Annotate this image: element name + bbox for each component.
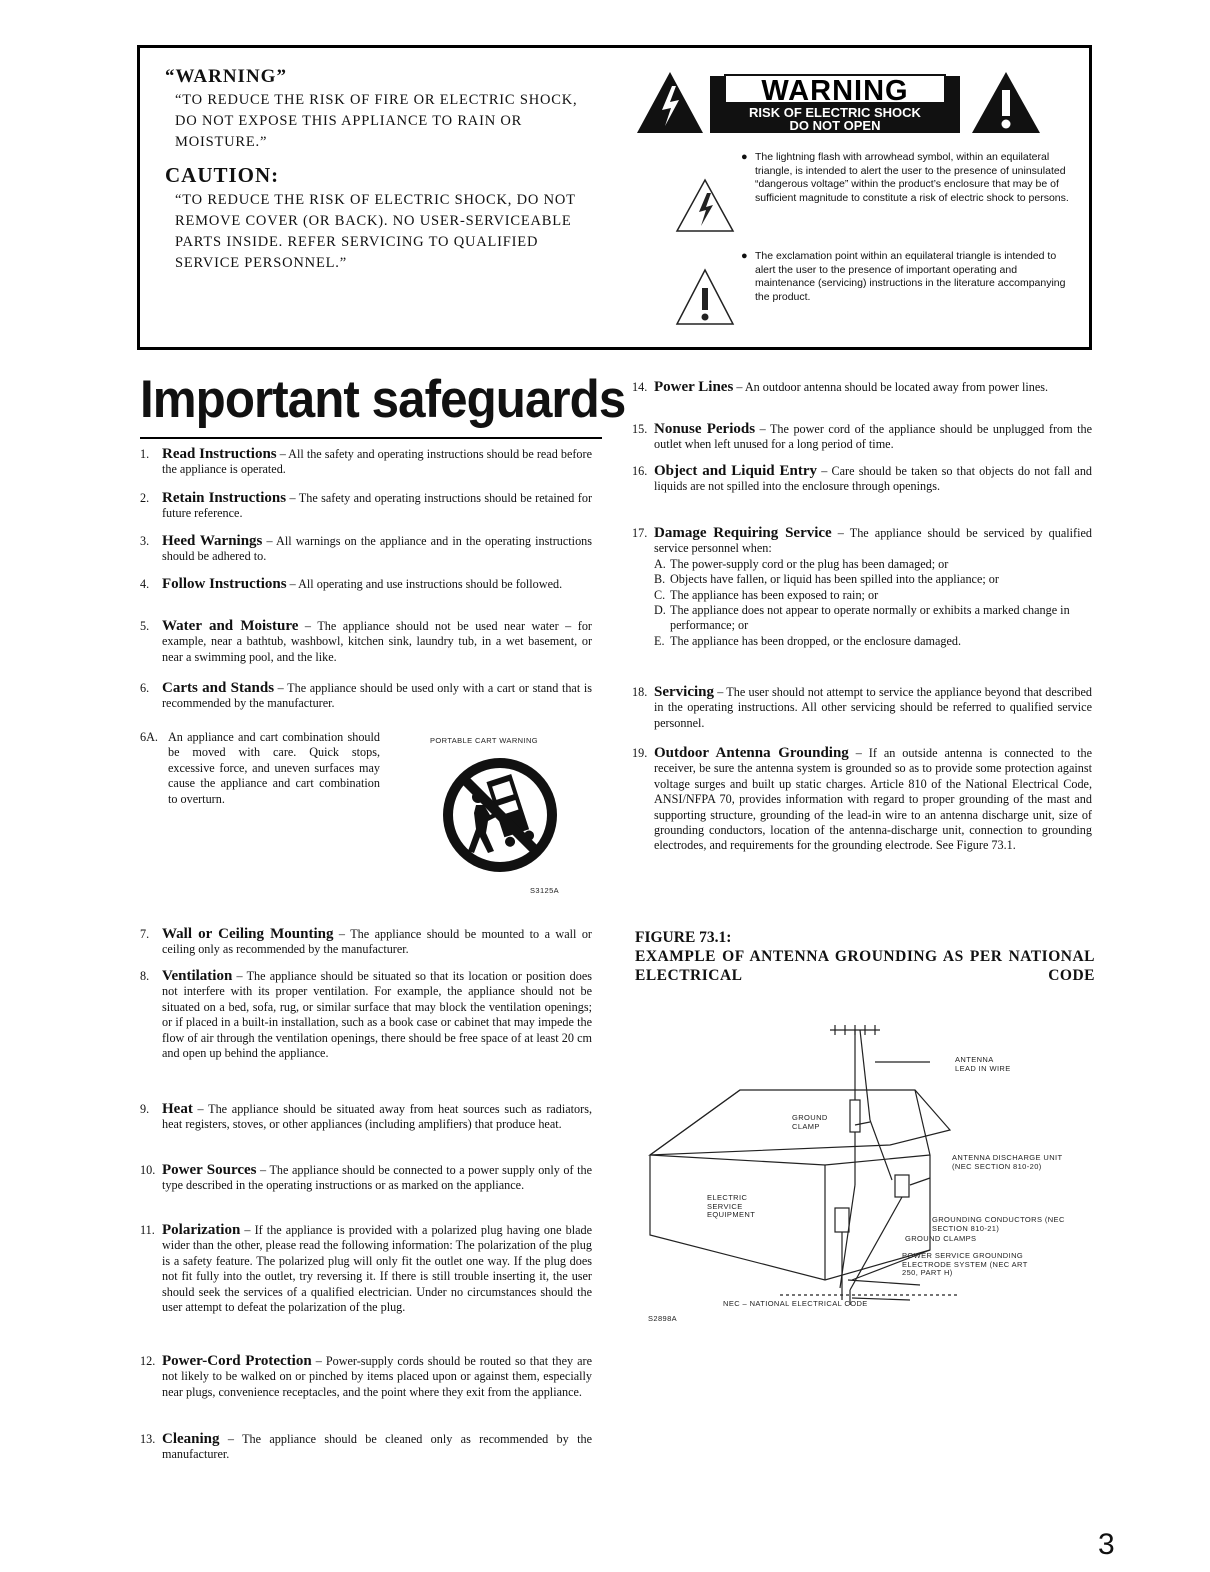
label-nec: NEC – NATIONAL ELECTRICAL CODE — [723, 1299, 868, 1308]
warning-text: “TO REDUCE THE RISK OF FIRE OR ELECTRIC SHOCK, DO NOT EXPOSE THIS APPLIANCE TO RAIN OR MOISTURE.” — [175, 92, 578, 150]
list-item: 14. Power Lines – An outdoor antenna should be located away from power lines. — [632, 379, 1049, 395]
label-antenna-lead-in: ANTENNA LEAD IN WIRE — [955, 1055, 1011, 1073]
label-discharge-unit: ANTENNA DISCHARGE UNIT (NEC SECTION 810-20) — [952, 1153, 1063, 1171]
lightning-symbol-note — [741, 151, 1075, 205]
page-number: 3 — [1098, 1528, 1115, 1561]
exclamation-symbol-note — [741, 250, 1075, 304]
list-item: 11. Polarization – If the appliance is provided with a polarized plug having one blade wider than the other, please read the following information: The polarization of the plug is a safety feature. The polarized plug will only fit the outlet one way. If the plug does not fit fully into the outlet, try reversing it. If there is still trouble inserting it, the user should seek the services of a qualified electrician. Under no circumstances should the user attempt to defeat the polarization of the plug. — [140, 1222, 592, 1315]
list-item: 12. Power-Cord Protection – Power-supply cords should be routed so that they are not likely to be walked on or pinched by items placed upon or against them, especially near plugs, convenience receptacles, and the point where they exit from the appliance. — [140, 1353, 592, 1399]
label-electric-service: ELECTRIC SERVICE EQUIPMENT — [707, 1193, 756, 1219]
warning-banner-title: WARNING — [724, 74, 946, 104]
list-item: 16. Object and Liquid Entry – Care should be taken so that objects do not fall and liquids are not spilled into the enclosure through openings. — [632, 463, 1093, 494]
list-item: 7. Wall or Ceiling Mounting – The appliance should be mounted to a wall or ceiling only as recommended by the manufacturer. — [140, 926, 592, 957]
bullet-icon: ● — [741, 250, 748, 262]
list-item: 19. Outdoor Antenna Grounding – If an outside antenna is connected to the receiver, be sure the antenna system is grounded so as to provide some protection against voltage surges and built up static charges. Article 810 of the National Electrical Code, ANSI/NFPA 70, provides information with regard to proper grounding of the mast and supporting structure, grounding of the lead-in wire to an antenna discharge unit, size of grounding conductors, location of the antenna-discharge unit, connection to grounding electrodes, and requirements for the grounding electrode. See Figure 73.1. — [632, 745, 1093, 853]
list-item: 6. Carts and Stands – The appliance should be used only with a cart or stand that is recommended by the manufacturer. — [140, 680, 592, 711]
figure-title: EXAMPLE OF ANTENNA GROUNDING AS PER NATIONAL ELECTRICAL CODE — [635, 948, 1095, 984]
warning-banner — [710, 76, 960, 133]
cart-warning-figure — [400, 737, 590, 907]
list-item: 17. Damage Requiring Service – The appliance should be serviced by qualified service personnel when: A. The power-supply cord or the plug has been damaged; or B. Objects have fallen, or liquid has been spilled into the appliance; or C. The appliance has been exposed to rain; or D. The appliance does not appear to operate normally or exhibits a marked change in performance; or E. The appliance has been dropped, or the enclosure damaged. — [632, 525, 1092, 648]
label-ground-clamp: GROUND CLAMP — [792, 1113, 828, 1131]
list-item: 5. Water and Moisture – The appliance should not be used near water – for example, near a bathtub, washbowl, kitchen sink, laundry tub, in a wet basement, or near a swimming pool, and the like. — [140, 618, 592, 664]
warning-heading: “WARNING” — [165, 66, 287, 87]
cart-tipping-icon — [440, 755, 560, 875]
damage-subitems — [654, 557, 1092, 649]
cart-warning-caption: PORTABLE CART WARNING — [430, 736, 539, 745]
subitem: B. Objects have fallen, or liquid has been spilled into the appliance; or — [654, 572, 999, 587]
list-item: 2. Retain Instructions – The safety and operating instructions should be retained for future reference. — [140, 490, 592, 521]
label-grounding-conductors: GROUNDING CONDUCTORS (NEC SECTION 810-21) — [932, 1215, 1065, 1233]
label-electrode-system: POWER SERVICE GROUNDING ELECTRODE SYSTEM (NEC ART 250, PART H) — [902, 1251, 1028, 1277]
list-item: 3. Heed Warnings – All warnings on the appliance and in the operating instructions should be adhered to. — [140, 533, 593, 564]
list-item: 6A. An appliance and cart combination should be moved with care. Quick stops, excessive force, and uneven surfaces may cause the appliance and cart combination to overturn. — [140, 730, 380, 806]
title-rule — [140, 437, 602, 439]
list-item: 1. Read Instructions – All the safety and operating instructions should be read before the appliance is operated. — [140, 446, 592, 477]
subitem: C. The appliance has been exposed to rain; or — [654, 587, 879, 602]
list-item: 8. Ventilation – The appliance should be situated so that its location or position does not interfere with its proper ventilation. For example, the appliance should not be situated on a bed, sofa, rug, or similar surface that may block the ventilation openings; or if placed in a built-in installation, such as a book case or cabinet that may impede the flow of air through the ventilation openings, there should be free space of at least 20 cm and open up behind the appliance. — [140, 968, 592, 1061]
exclamation-outline-icon — [675, 268, 735, 328]
bullet-icon: ● — [741, 151, 748, 163]
figure-title-block — [635, 928, 1095, 985]
warning-banner-line1: RISK OF ELECTRIC SHOCK — [749, 105, 921, 120]
figure-label: FIGURE 73.1: — [635, 929, 732, 946]
warning-box — [137, 45, 1092, 350]
subitem: D. The appliance does not appear to operate normally or exhibits a marked change in performance; or — [654, 603, 1070, 633]
subitem: A. The power-supply cord or the plug has been damaged; or — [654, 556, 949, 571]
warning-text-block — [165, 66, 595, 284]
exclamation-note-text: The exclamation point within an equilateral triangle is intended to alert the user to the presence of important operating and maintenance (servicing) instructions in the literature accompanying the product. — [755, 250, 1066, 303]
list-item: 9. Heat – The appliance should be situated away from heat sources such as radiators, heat registers, stoves, or other appliances (including amplifiers) that produce heat. — [140, 1101, 592, 1132]
caution-text: “TO REDUCE THE RISK OF ELECTRIC SHOCK, DO NOT REMOVE COVER (OR BACK). NO USER-SERVICEABLE PARTS INSIDE. REFER SERVICING TO QUALIFIED SERVICE PERSONNEL.” — [175, 192, 576, 271]
list-item: 4. Follow Instructions – All operating and use instructions should be followed. — [140, 576, 563, 592]
lightning-outline-icon — [675, 178, 735, 233]
page-title: Important safeguards — [140, 370, 626, 429]
caution-heading: CAUTION: — [165, 163, 280, 187]
cart-figure-code: S3125A — [530, 886, 560, 895]
exclamation-triangle-icon — [970, 70, 1042, 135]
label-ground-clamps: GROUND CLAMPS — [905, 1234, 977, 1243]
list-item: 13. Cleaning – The appliance should be cleaned only as recommended by the manufacturer. — [140, 1431, 592, 1462]
list-item: 15. Nonuse Periods – The power cord of the appliance should be unplugged from the outlet when left unused for a long period of time. — [632, 421, 1092, 452]
lightning-triangle-icon — [635, 70, 705, 135]
figure-code: S2898A — [648, 1314, 678, 1323]
list-item: 10. Power Sources – The appliance should be connected to a power supply only of the type described in the operating instructions or as marked on the appliance. — [140, 1162, 593, 1193]
subitem: E. The appliance has been dropped, or the enclosure damaged. — [654, 633, 962, 648]
lightning-note-text: The lightning flash with arrowhead symbol, within an equilateral triangle, is intended to alert the user to the presence of uninsulated “dangerous voltage” within the product’s enclosure that may be of sufficient magnitude to constitute a risk of electric shock to persons. — [755, 151, 1069, 204]
antenna-grounding-diagram — [630, 1010, 1090, 1330]
warning-banner-line2: DO NOT OPEN — [789, 118, 881, 133]
list-item: 18. Servicing – The user should not attempt to service the appliance beyond that described in the operating instructions. All other servicing should be referred to qualified service personnel. — [632, 684, 1092, 730]
